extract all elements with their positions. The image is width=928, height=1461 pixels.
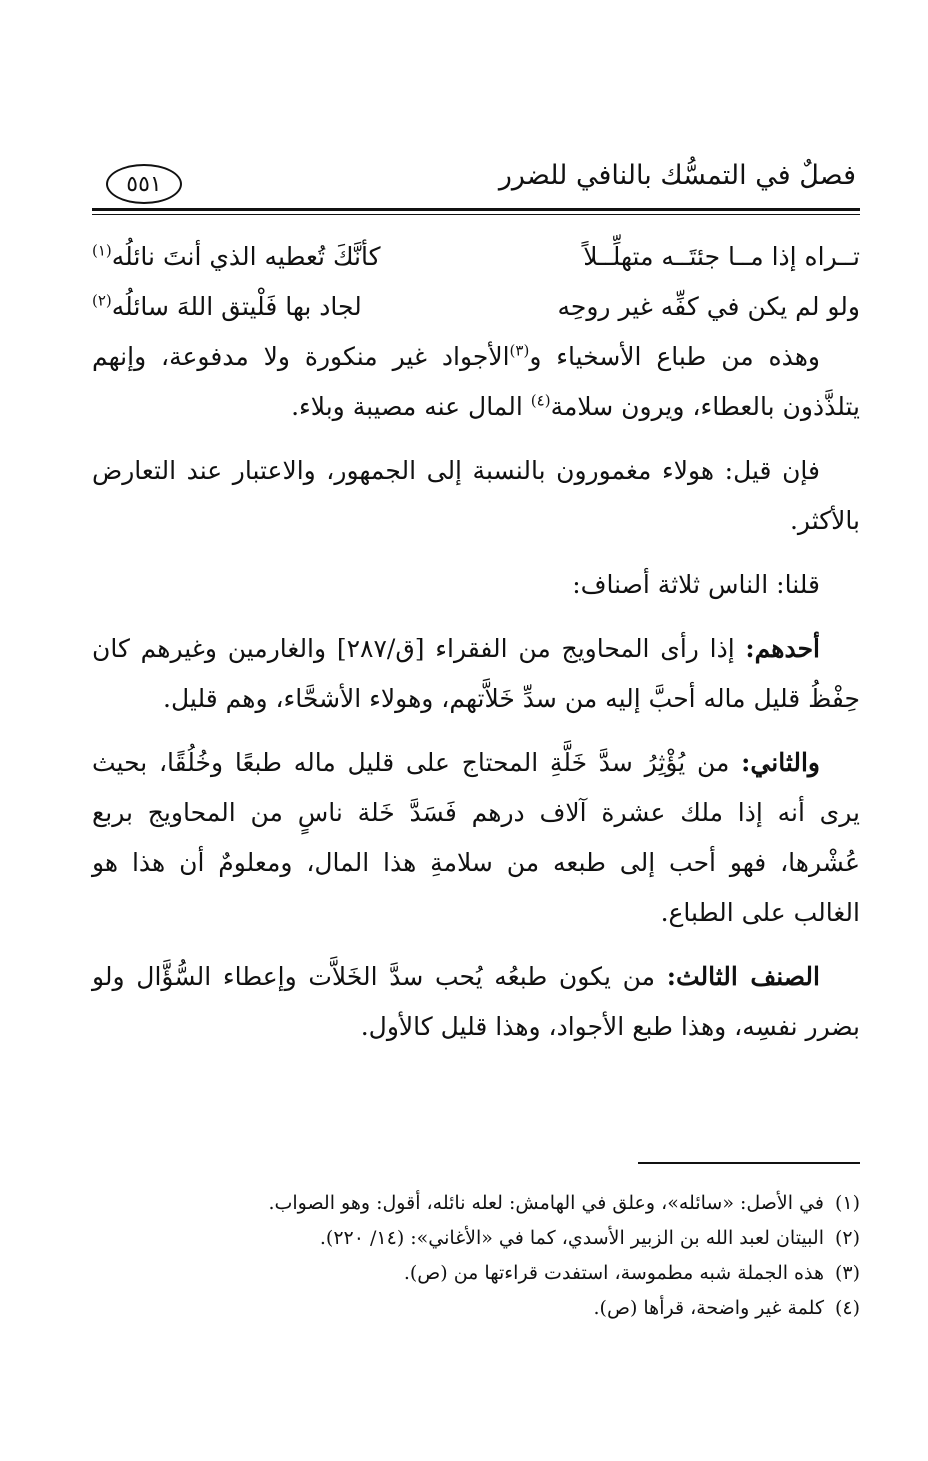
- running-header-title: فصلٌ في التمسُّك بالنافي للضرر: [498, 160, 856, 191]
- footnote-3-number: (٣): [834, 1262, 860, 1284]
- paragraph-generosity-part-a: وهذه من طباع الأسخياء و: [529, 342, 820, 371]
- footnote-1-number: (١): [834, 1192, 860, 1214]
- footnote-ref-2: (٢): [92, 291, 112, 310]
- paragraph-second-kind: [92, 738, 860, 938]
- page-number: [106, 164, 182, 204]
- main-text: [92, 232, 860, 1052]
- footnote-3: [92, 1256, 860, 1291]
- paragraph-third-kind: [92, 952, 860, 1052]
- footnote-2: [92, 1221, 860, 1256]
- paragraph-three-kinds: قلنا: الناس ثلاثة أصناف:: [572, 570, 820, 599]
- header-rule-thick: [92, 208, 860, 211]
- third-kind-text: من يكون طبعُه يُحب سدَّ الخَلاَّت وإعطاء السُّؤَّال ولو بضرر نفسِه، وهذا طبع الأجواد، وهذا قليل كالأول.: [92, 962, 860, 1041]
- verse-1-first-hemistich: تــراه إذا مــا جئتَــه متهلِّــلاً: [583, 242, 860, 271]
- header-rule-thin: [92, 214, 860, 215]
- first-kind-text: إذا رأى المحاويج من الفقراء [ق/٢٨٧] والغارمين وغيرهم كان حِفْظُ قليل ماله أحبَّ إليه من سدِّ خَلاَّتهم، وهولاء الأشحَّاء، وهم قليل.: [92, 634, 860, 713]
- second-kind-text: من يُؤْثِرُ سدَّ خَلَّةِ المحتاج على قليل ماله طبعًا وخُلُقًا، بحيث يرى أنه إذا ملك عشرة آلاف درهم فَسَدَّ خَلة ناسٍ من المحاويج بربع عُشْرها، فهو أحب إلى طبعه من سلامةِ هذا المال، ومعلومٌ أن هذا هو الغالب على الطباع.: [92, 748, 860, 927]
- footnote-1-text: في الأصل: «سائله»، وعلق في الهامش: لعله نائله، أقول: وهو الصواب.: [268, 1192, 824, 1214]
- footnote-3-text: هذه الجملة شبه مطموسة، استفدت قراءتها من (ص).: [403, 1262, 824, 1284]
- footnote-4: [92, 1291, 860, 1326]
- footnote-2-text: البيتان لعبد الله بن الزبير الأسدي، كما في «الأغاني»: (١٤/ ٢٢٠).: [319, 1227, 824, 1249]
- page-number-text: ٥٥١: [126, 171, 162, 197]
- verse-2-second-hemistich: [92, 282, 362, 332]
- third-kind-heading: الصنف الثالث:: [666, 962, 820, 991]
- footnote-4-number: (٤): [834, 1297, 860, 1319]
- verse-1-second-hemistich: [92, 232, 381, 282]
- paragraph-generosity: [92, 332, 860, 432]
- verse-2-second-text: لجاد بها فَلْيتق اللهَ سائلُه: [111, 292, 362, 321]
- footnote-2-number: (٢): [834, 1227, 860, 1249]
- footnote-1: [92, 1186, 860, 1221]
- paragraph-objection: فإن قيل: هولاء مغمورون بالنسبة إلى الجمهور، والاعتبار عند التعارض بالأكثر.: [92, 456, 860, 535]
- verse-1-second-text: كأنَّكَ تُعطيه الذي أنتَ نائلُه: [111, 242, 381, 271]
- verse-line-2: [92, 282, 860, 332]
- paragraph-generosity-part-b: الأجواد غير منكورة ولا مدفوعة، وإنهم يتلذَّذون بالعطاء، ويرون سلامة: [92, 342, 860, 421]
- verse-line-1: [92, 232, 860, 282]
- footnote-ref-3: (٣): [509, 341, 530, 360]
- footnote-4-text: كلمة غير واضحة، قرأها (ص).: [593, 1297, 824, 1319]
- footnotes: [92, 1186, 860, 1326]
- paragraph-generosity-part-c: المال عنه مصيبة وبلاء.: [291, 392, 531, 421]
- verse-2-first-hemistich: ولو لم يكن في كفِّه غير روحِه: [557, 292, 860, 321]
- footnote-ref-1: (١): [92, 241, 112, 260]
- second-kind-heading: والثاني:: [741, 748, 820, 777]
- first-kind-heading: أحدهم:: [745, 634, 820, 663]
- footnote-separator: [638, 1162, 860, 1164]
- footnote-ref-4: (٤): [530, 391, 551, 410]
- paragraph-first-kind: [92, 624, 860, 724]
